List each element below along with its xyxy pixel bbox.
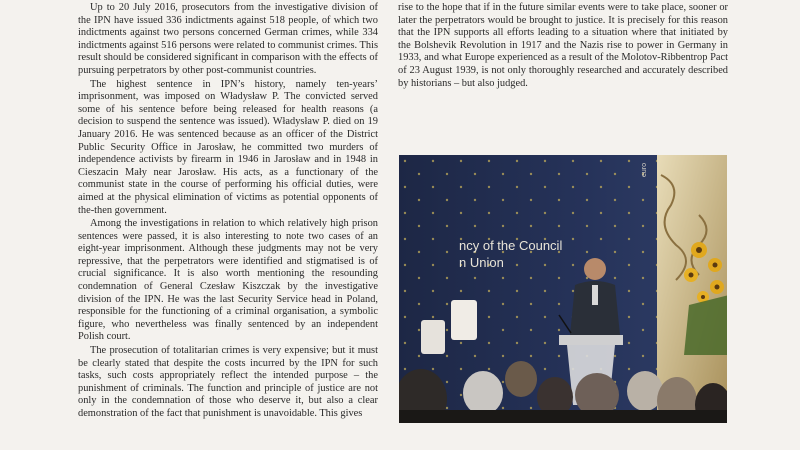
paragraph-indictments: Up to 20 July 2016, prosecutors from the investigative division of the IPN have issued 336 indictments against 518 people, of which two indictments against two persons concerned German crimes, while 334 indictments against 516 persons were related to communist crimes. This result should be considered significant in comparison with the effects of pursuing perpetrators by other post-communist countries. bbox=[78, 2, 378, 76]
paragraph-prosecution-costs: The prosecution of totalitarian crimes is very expensive; but it must be clearly stated that despite the costs incurred by the IPN for such tasks, such costs appropriately reflect the intended purpose – the punishment of criminals. The function and principle of justice are not only in the condemnation of those who deserve it, but also a clear demonstration of the fact that punishment is unavoidable. This gives bbox=[78, 345, 378, 419]
backdrop-text-line1: ncy of the Council bbox=[459, 238, 563, 253]
conference-photo bbox=[399, 155, 727, 423]
left-text-column bbox=[78, 2, 378, 422]
right-text-column bbox=[398, 2, 728, 90]
backdrop-text-line2: n Union bbox=[459, 255, 504, 270]
paragraph-future-justice: rise to the hope that if in the future similar events were to take place, sooner or later the perpetrators would be brought to justice. It is precisely for this reason that the IPN supports all efforts leading to a situation where that initiated by the Bolshevik Revolution in 1917 and the Nazis rise to power in Germany in 1933, and what Europe experienced as a result of the Molotov-Ribbentrop Pact of 23 August 1939, is not only thoroughly researched and accurately described by historians – but also judged. bbox=[398, 2, 728, 89]
backdrop-corner-text: euro bbox=[641, 162, 648, 177]
paragraph-eight-year-cases: Among the investigations in relation to which relatively high prison sentences were passed, it is also interesting to note two cases of an eight-year imprisonment. Although these judgments may not be very repressive, that the perpetrators were identified and stigmatised is of crucial significance. It is also worth mentioning the resounding condemnation of General Czesław Kiszczak by the investigative division of the IPN. He was the last Security Service head in Poland, responsible for the functioning of a criminal organisation, a symbolic figure, who nevertheless was finally sentenced by an independent Polish court. bbox=[78, 218, 378, 343]
paragraph-highest-sentence: The highest sentence in IPN’s history, namely ten-years’ imprisonment, was imposed on Władysław P. The convicted served some of his sentence before being released for health reasons (a decision to suspend the sentence was issued). Władysław P. died on 19 January 2016. He was sentenced because as an officer of the District Public Security Office in Jarosław, he committed two murders of independence activists by firearm in 1946 in Jarosław and in 1948 in Cieszacin Mały near Jarosław. His acts, as a functionary of the communist state in the course of performing his official duties, were aimed at the physical elimination of victims as potential opponents of the-then government. bbox=[78, 78, 378, 216]
